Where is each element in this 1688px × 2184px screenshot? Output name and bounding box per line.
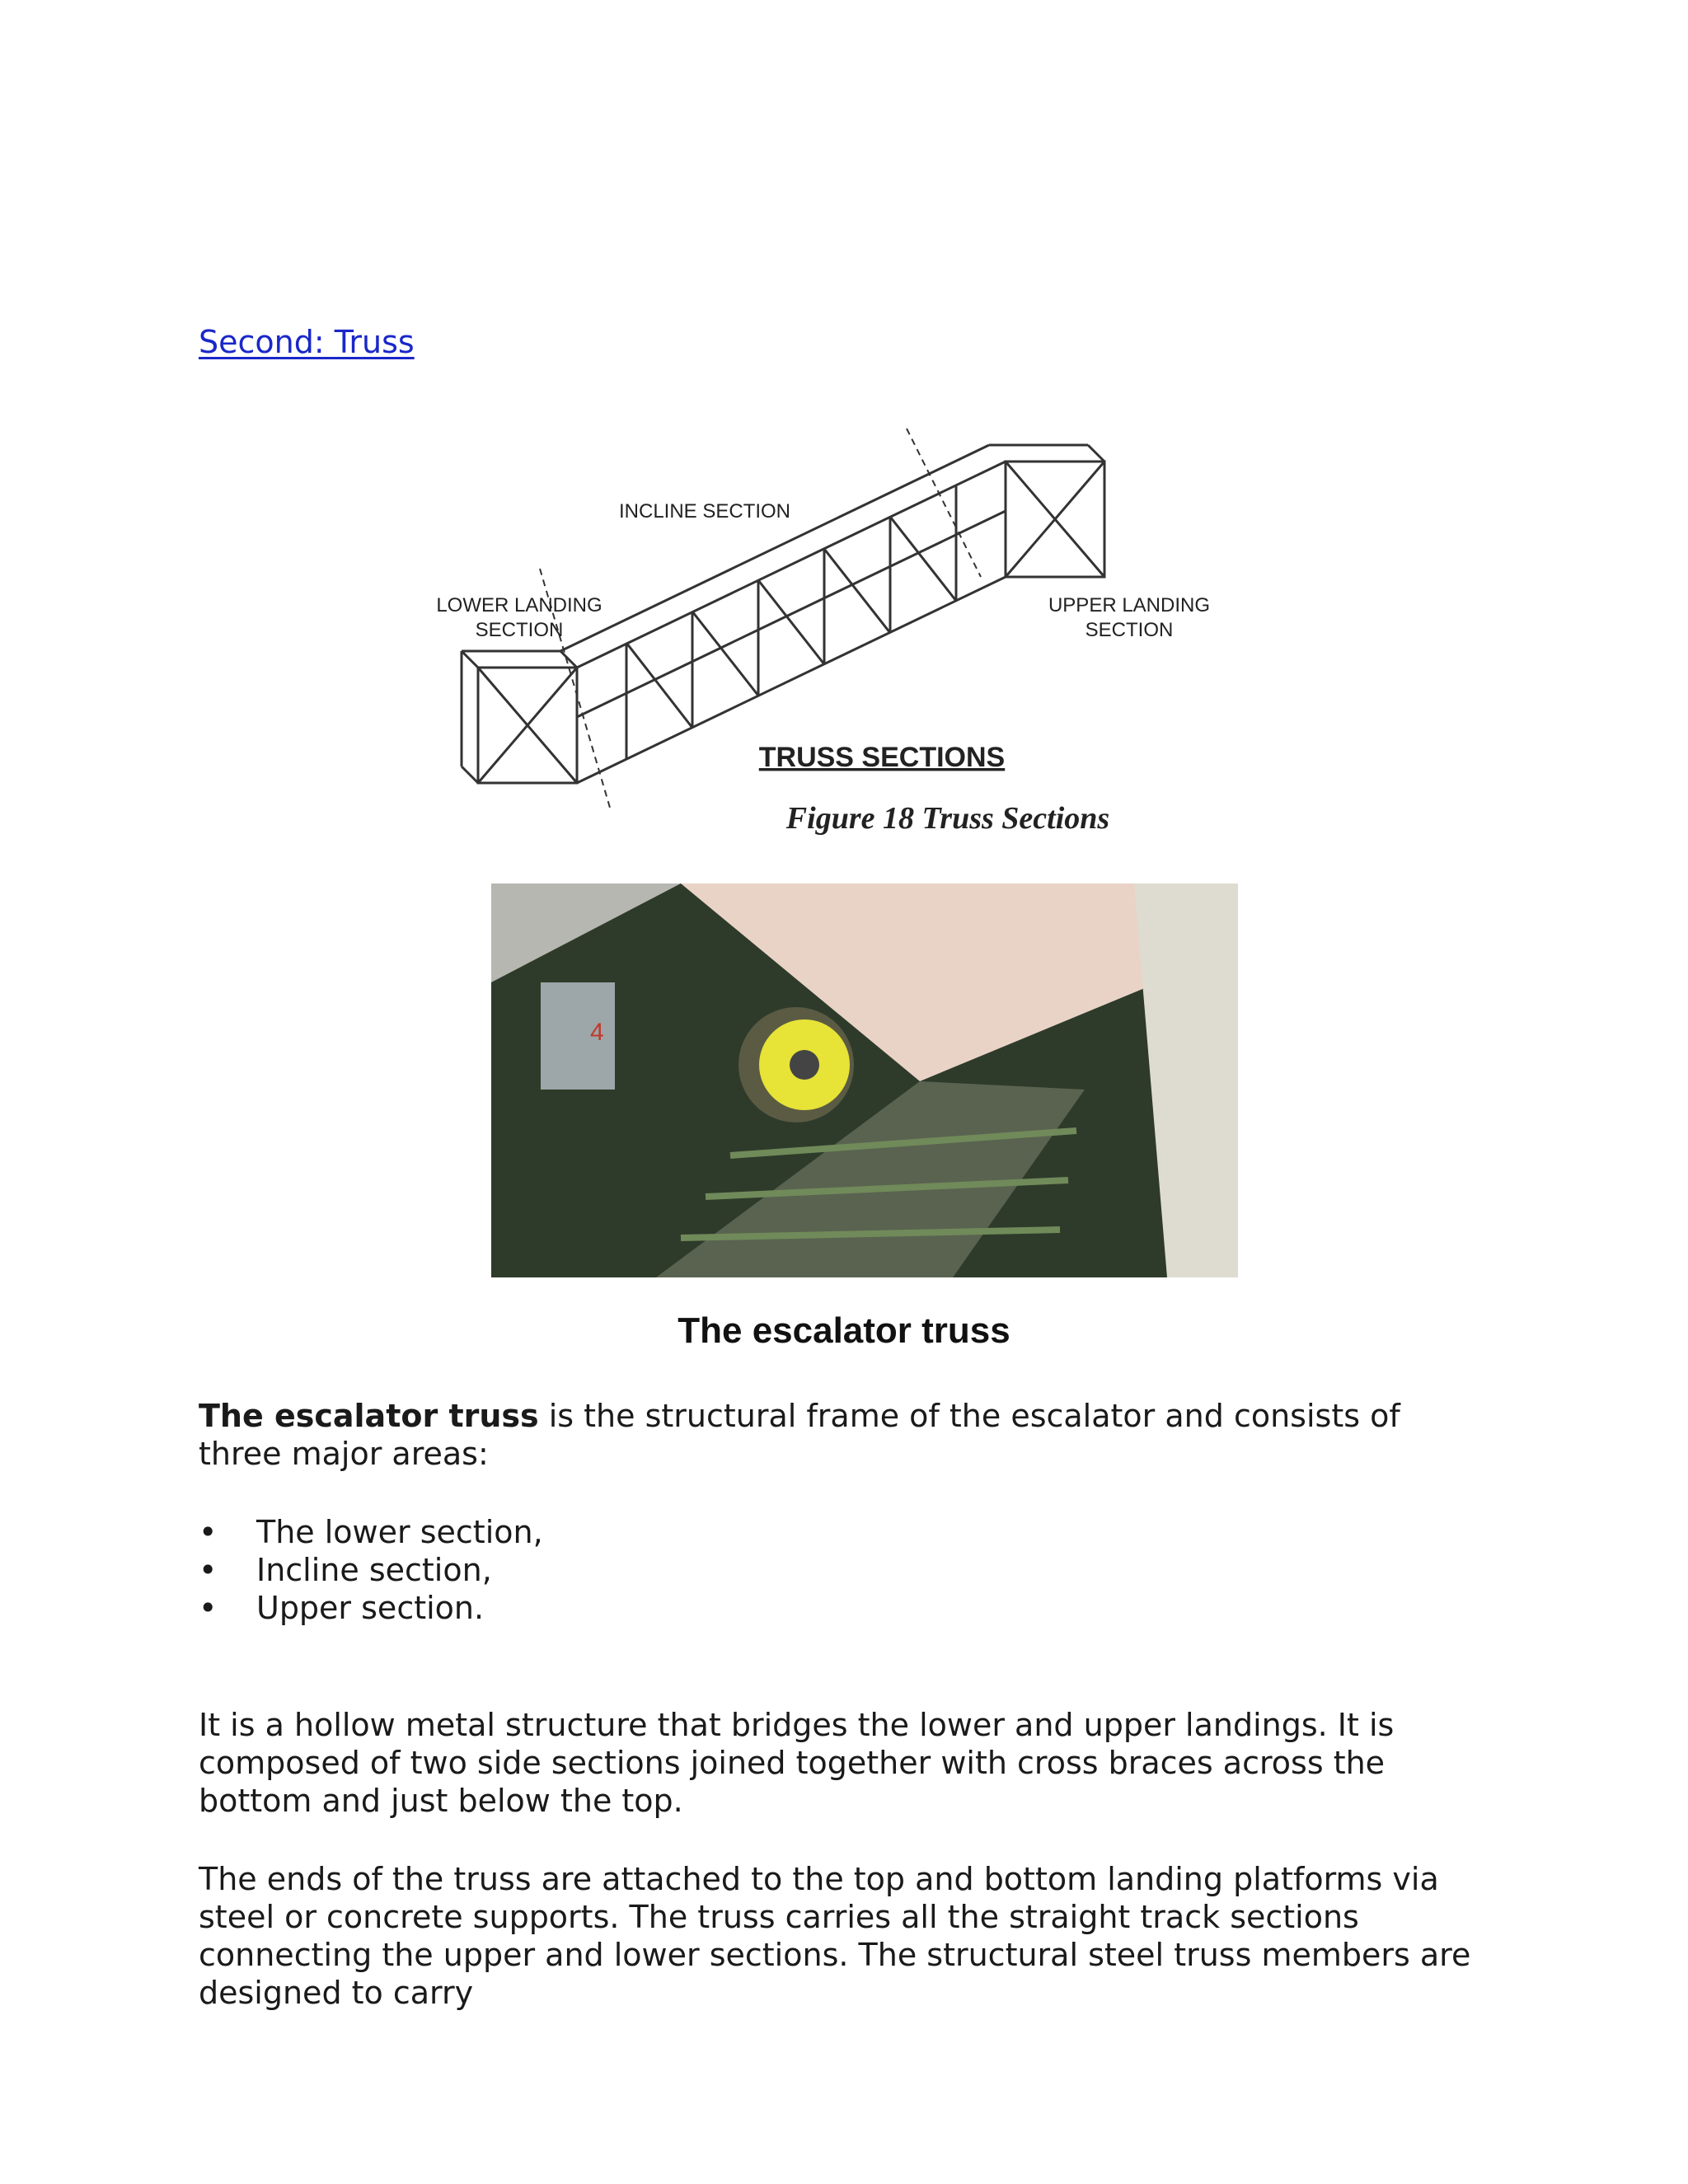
intro-text: is the structural frame of the escalator and consists of three major areas: [199, 1398, 1400, 1472]
list-item: • Incline section, [199, 1551, 543, 1589]
lower-landing-label-2: SECTION [475, 619, 564, 641]
term-bold: The escalator truss [199, 1398, 539, 1434]
truss-sections-diagram [412, 396, 1236, 857]
escalator-truss-photo [491, 883, 1238, 1277]
upper-landing-label-2: SECTION [1085, 619, 1174, 641]
list-item: • The lower section, [199, 1513, 543, 1551]
areas-list [199, 1513, 543, 1627]
incline-section-label: INCLINE SECTION [618, 500, 791, 523]
figure-caption: Figure 18 Truss Sections [785, 801, 1110, 836]
paragraph-supports: The ends of the truss are attached to the top and bottom landing platforms via steel or concrete supports. The truss carries all the straight track sections connecting the upper and lower sections. The structural steel truss members are designed to carry [199, 1861, 1471, 2011]
upper-landing-label: UPPER LANDING [1048, 594, 1211, 616]
paragraph-structure: It is a hollow metal structure that bridges the lower and upper landings. It is composed of two side sections joined together with cross braces across the bottom and just below the top. [199, 1707, 1395, 1819]
paragraph-intro [199, 1397, 1484, 1473]
section-heading-link[interactable]: Second: Truss [199, 324, 415, 360]
lower-landing-label: LOWER LANDING [436, 594, 603, 616]
truss-sections-title: TRUSS SECTIONS [758, 742, 1006, 773]
photo-mark: 4 [590, 1019, 604, 1046]
list-item: • Upper section. [199, 1589, 543, 1627]
photo-caption: The escalator truss [678, 1310, 1010, 1351]
